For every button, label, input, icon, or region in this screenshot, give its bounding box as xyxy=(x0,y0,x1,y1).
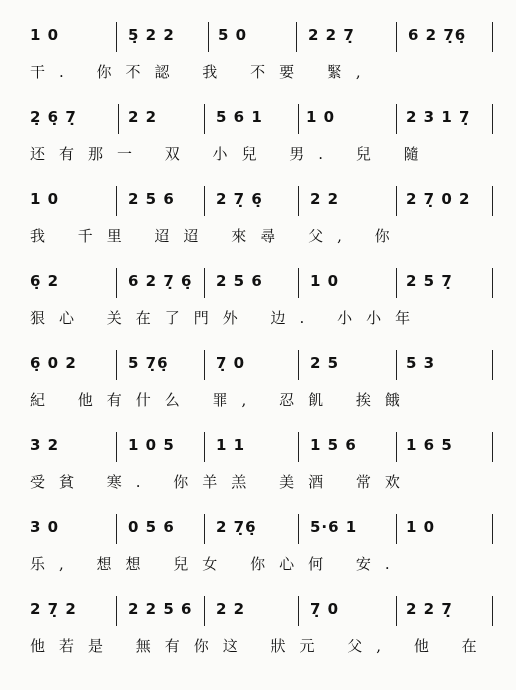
bar-line xyxy=(204,432,205,462)
bar-line xyxy=(208,22,209,52)
score-row xyxy=(0,186,516,266)
measure-notes: 1 5 6 xyxy=(310,436,357,454)
measure-notes: 6 2 7̣ 6̣ xyxy=(128,272,193,290)
notation-line xyxy=(0,268,516,302)
lyrics-text: 我 千里 迢迢 來尋 父, 你 xyxy=(30,227,404,245)
measure-notes: 5 3 xyxy=(406,354,436,372)
measure-notes: 5 7̣6̣ xyxy=(128,354,169,372)
measure-notes: 2 2 7̣ xyxy=(406,600,453,618)
lyrics-line xyxy=(0,554,516,580)
score-row xyxy=(0,432,516,512)
lyrics-line xyxy=(0,226,516,252)
bar-line xyxy=(204,514,205,544)
bar-line xyxy=(116,268,117,298)
measure-notes: 7̣ 0 xyxy=(310,600,340,618)
bar-line xyxy=(116,432,117,462)
bar-line xyxy=(396,514,397,544)
bar-line xyxy=(492,104,493,134)
bar-line xyxy=(396,186,397,216)
measure-notes: 7̣ 0 xyxy=(216,354,246,372)
measure-notes: 2 7̣6̣ xyxy=(216,518,257,536)
lyrics-line xyxy=(0,472,516,498)
measure-notes: 1 0 5 xyxy=(128,436,175,454)
bar-line xyxy=(492,432,493,462)
measure-notes: 1 0 xyxy=(310,272,340,290)
lyrics-line xyxy=(0,144,516,170)
bar-line xyxy=(116,22,117,52)
bar-line xyxy=(116,596,117,626)
notation-line xyxy=(0,186,516,220)
score-row xyxy=(0,596,516,676)
measure-notes: 3 0 xyxy=(30,518,60,536)
bar-line xyxy=(396,22,397,52)
measure-notes: 1 0 xyxy=(406,518,436,536)
bar-line xyxy=(492,350,493,380)
measure-notes: 1 6 5 xyxy=(406,436,453,454)
bar-line xyxy=(396,596,397,626)
bar-line xyxy=(204,104,205,134)
measure-notes: 1 0 xyxy=(30,190,60,208)
measure-notes: 2 7̣ 0 2 xyxy=(406,190,471,208)
notation-line xyxy=(0,104,516,138)
score-row xyxy=(0,104,516,184)
bar-line xyxy=(204,350,205,380)
measure-notes: 6̣ 2 xyxy=(30,272,60,290)
notation-line xyxy=(0,22,516,56)
bar-line xyxy=(116,514,117,544)
bar-line xyxy=(492,186,493,216)
lyrics-text: 他若是 無有你这 狀元 父, 他 在 xyxy=(30,637,491,655)
score-row xyxy=(0,22,516,102)
score-row xyxy=(0,350,516,430)
measure-notes: 0 5 6 xyxy=(128,518,175,536)
bar-line xyxy=(298,268,299,298)
measure-notes: 2 2 xyxy=(310,190,340,208)
measure-notes: 2 5 6 xyxy=(216,272,263,290)
bar-line xyxy=(492,22,493,52)
measure-notes: 1 0 xyxy=(30,26,60,44)
lyrics-text: 紀 他有什么 罪, 忍飢 挨餓 xyxy=(30,391,414,409)
bar-line xyxy=(204,596,205,626)
measure-notes: 2 5 xyxy=(310,354,340,372)
notation-line xyxy=(0,432,516,466)
measure-notes: 2 2 xyxy=(128,108,158,126)
bar-line xyxy=(396,432,397,462)
lyrics-line xyxy=(0,62,516,88)
bar-line xyxy=(204,268,205,298)
measure-notes: 1 0 xyxy=(306,108,336,126)
lyrics-text: 乐, 想想 兒女 你心何 安. xyxy=(30,555,404,573)
measure-notes: 2 5 7̣ xyxy=(406,272,453,290)
measure-notes: 5̣ 2 2 xyxy=(128,26,175,44)
bar-line xyxy=(298,104,299,134)
lyrics-line xyxy=(0,308,516,334)
measure-notes: 2 2 7̣ xyxy=(308,26,355,44)
measure-notes: 2 2 5 6 xyxy=(128,600,193,618)
measure-notes: 2̣ 6̣ 7̣ xyxy=(30,108,77,126)
measure-notes: 1 1 xyxy=(216,436,246,454)
measure-notes: 2 2 xyxy=(216,600,246,618)
lyrics-text: 还有那一 双 小兒 男. 兒 隨 xyxy=(30,145,433,163)
notation-line xyxy=(0,514,516,548)
notation-line xyxy=(0,350,516,384)
bar-line xyxy=(492,268,493,298)
lyrics-line xyxy=(0,390,516,416)
measure-notes: 3 2 xyxy=(30,436,60,454)
bar-line xyxy=(116,350,117,380)
bar-line xyxy=(298,596,299,626)
measure-notes: 5 6 1 xyxy=(216,108,263,126)
lyrics-line xyxy=(0,636,516,662)
measure-notes: 5 0 xyxy=(218,26,248,44)
measure-notes: 2 5 6 xyxy=(128,190,175,208)
bar-line xyxy=(204,186,205,216)
bar-line xyxy=(116,186,117,216)
bar-line xyxy=(298,350,299,380)
measure-notes: 2 7̣ 2 xyxy=(30,600,77,618)
bar-line xyxy=(296,22,297,52)
lyrics-text: 干. 你不認 我 不要 緊, xyxy=(30,63,375,81)
measure-notes: 6̣ 0 2 xyxy=(30,354,77,372)
bar-line xyxy=(396,350,397,380)
bar-line xyxy=(298,514,299,544)
measure-notes: 2 3 1 7̣ xyxy=(406,108,471,126)
bar-line xyxy=(396,104,397,134)
measure-notes: 5·6 1 xyxy=(310,518,358,536)
bar-line xyxy=(492,514,493,544)
bar-line xyxy=(298,186,299,216)
bar-line xyxy=(396,268,397,298)
notation-line xyxy=(0,596,516,630)
score-row xyxy=(0,268,516,348)
measure-notes: 2 7̣ 6̣ xyxy=(216,190,263,208)
bar-line xyxy=(298,432,299,462)
lyrics-text: 狠心 关在了門外 边. 小小年 xyxy=(30,309,425,327)
bar-line xyxy=(492,596,493,626)
measure-notes: 6 2 7̣6̣ xyxy=(408,26,467,44)
bar-line xyxy=(118,104,119,134)
lyrics-text: 受貧 寒. 你羊羔 美酒 常欢 xyxy=(30,473,414,491)
score-row xyxy=(0,514,516,594)
